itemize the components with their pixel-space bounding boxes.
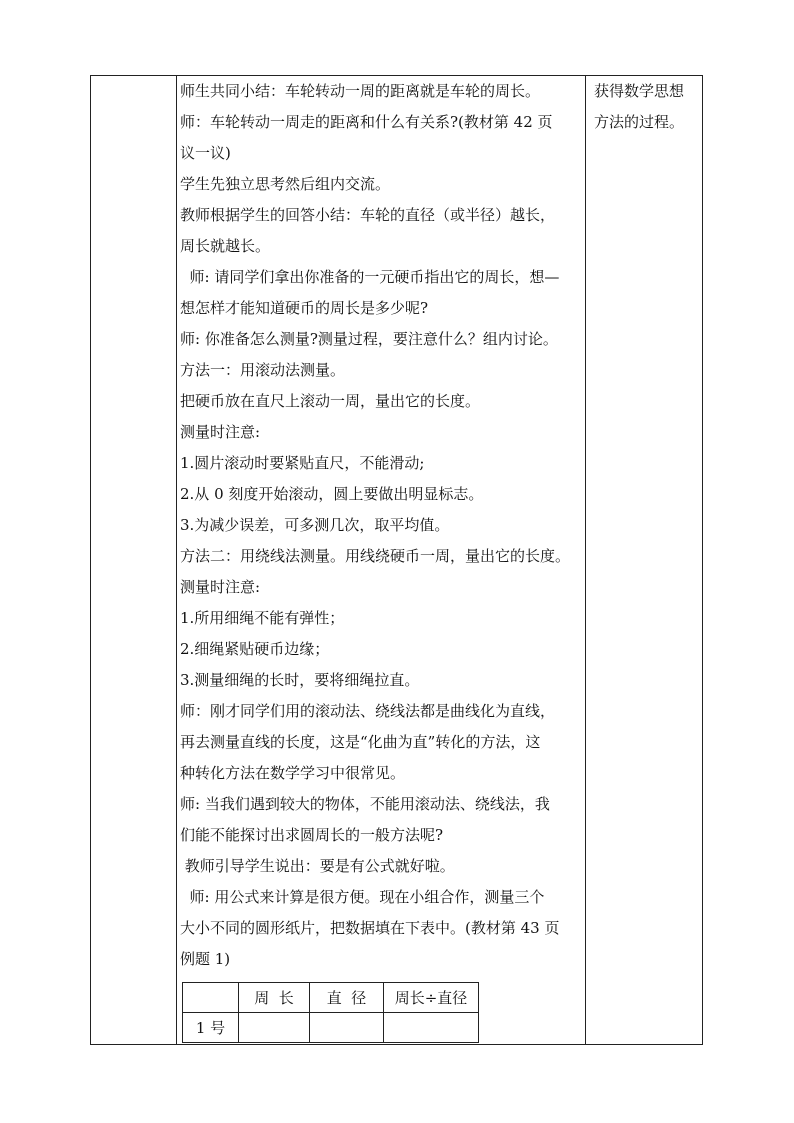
text-line-4: 学生先独立思考然后组内交流。 xyxy=(180,175,391,193)
text-line-28: 大小不同的圆形纸片，把数据填在下表中。(教材第 43 页 xyxy=(180,919,560,937)
goal-line-2: 方法的过程。 xyxy=(594,113,685,131)
table-header-cell xyxy=(183,983,239,1013)
text-line-17: 测量时注意: xyxy=(180,578,261,596)
table-row xyxy=(183,1013,479,1043)
text-line-19: 2.细绳紧贴硬币边缘； xyxy=(180,640,330,658)
text-line-7: 师: 请同学们拿出你准备的一元硬币指出它的周长，想— xyxy=(180,268,560,286)
lesson-table xyxy=(90,75,703,1045)
table-cell xyxy=(239,1013,310,1043)
table-cell xyxy=(384,1013,479,1043)
text-line-22: 再去测量直线的长度，这是“化曲为直”转化的方法，这 xyxy=(180,733,541,751)
text-line-26: 教师引导学生说出：要是有公式就好啦。 xyxy=(180,857,455,875)
text-line-3: 议一议) xyxy=(180,144,231,162)
table-header-row xyxy=(183,983,479,1013)
text-line-10: 方法一：用滚动法测量。 xyxy=(180,361,346,379)
text-line-24: 师: 当我们遇到较大的物体，不能用滚动法、绕线法，我 xyxy=(180,795,550,813)
text-line-12: 测量时注意: xyxy=(180,423,261,441)
text-line-16: 方法二：用绕线法测量。用线绕硬币一周，量出它的长度。 xyxy=(180,547,571,565)
text-line-20: 3.测量细绳的长时，要将细绳拉直。 xyxy=(180,671,420,689)
text-line-1: 师生共同小结：车轮转动一周的距离就是车轮的周长。 xyxy=(180,82,541,100)
text-line-27: 师: 用公式来计算是很方便。现在小组合作，测量三个 xyxy=(180,888,545,906)
text-line-5: 教师根据学生的回答小结：车轮的直径（或半径）越长， xyxy=(180,206,556,224)
text-line-21: 师：刚才同学们用的滚动法、绕线法都是曲线化为直线， xyxy=(180,702,556,720)
text-line-9: 师: 你准备怎么测量?测量过程，要注意什么？组内讨论。 xyxy=(180,330,558,348)
column-divider-left xyxy=(176,76,177,1044)
text-line-18: 1.所用细绳不能有弹性； xyxy=(180,609,345,627)
text-line-11: 把硬币放在直尺上滚动一周，量出它的长度。 xyxy=(180,392,481,410)
column-divider-right xyxy=(585,76,586,1044)
table-header-cell: 周长÷直径 xyxy=(384,983,479,1013)
table-header-cell: 周 长 xyxy=(239,983,310,1013)
text-line-8: 想怎样才能知道硬币的周长是多少呢? xyxy=(180,299,429,317)
text-line-13: 1.圆片滚动时要紧贴直尺，不能滑动; xyxy=(180,454,425,472)
text-line-14: 2.从 0 刻度开始滚动，圆上要做出明显标志。 xyxy=(180,485,484,503)
table-cell: 1 号 xyxy=(183,1013,239,1043)
table-cell xyxy=(310,1013,384,1043)
text-line-6: 周长就越长。 xyxy=(180,237,271,255)
text-line-23: 种转化方法在数学学习中很常见。 xyxy=(180,764,406,782)
text-line-15: 3.为减少误差，可多测几次，取平均值。 xyxy=(180,516,450,534)
text-line-2: 师：车轮转动一周走的距离和什么有关系?(教材第 42 页 xyxy=(180,113,553,131)
table-header-cell: 直 径 xyxy=(310,983,384,1013)
text-line-29: 例题 1) xyxy=(180,950,231,968)
text-line-25: 们能不能探讨出求圆周长的一般方法呢? xyxy=(180,826,444,844)
measurement-table xyxy=(182,982,479,1043)
goal-line-1: 获得数学思想 xyxy=(594,82,685,100)
